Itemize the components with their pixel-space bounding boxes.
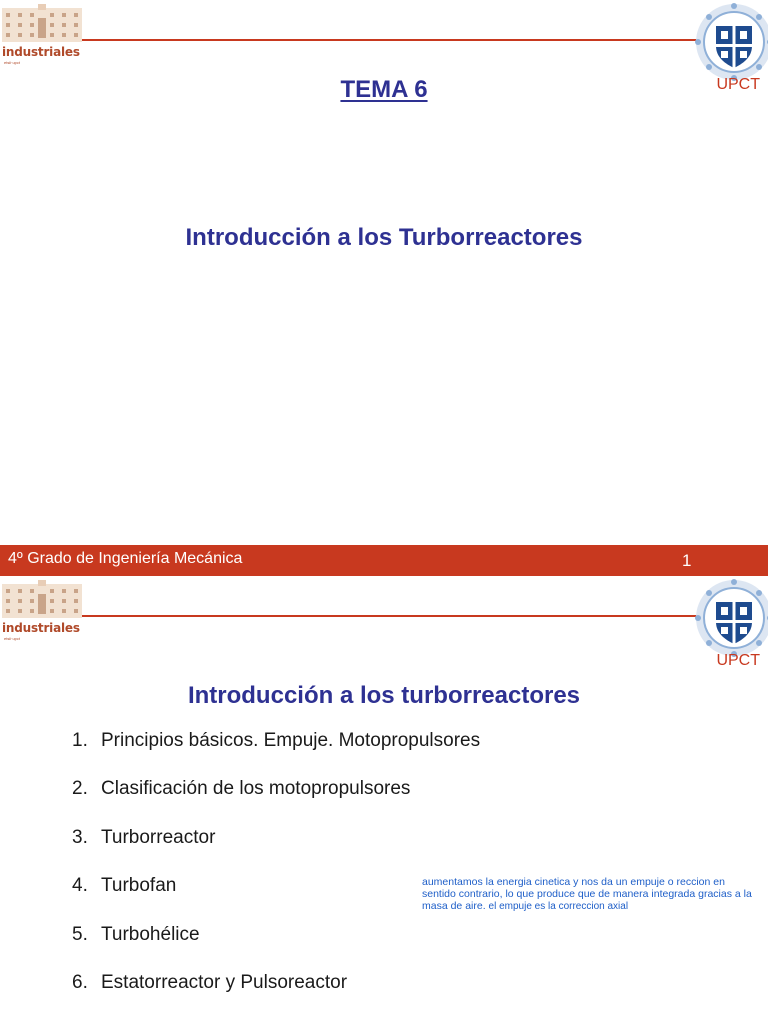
list-item-label: Principios básicos. Empuje. Motopropulsores: [101, 730, 481, 751]
list-item-label: Turbofan: [101, 875, 177, 896]
header-divider: [82, 39, 698, 41]
list-item: [72, 778, 410, 800]
list-item-number: 2.: [72, 778, 88, 799]
slide-heading-text: TEMA 6: [340, 76, 428, 103]
list-item: [72, 924, 200, 946]
list-item-number: 5.: [72, 924, 88, 945]
upct-seal: [694, 2, 768, 82]
list-item-number: 4.: [72, 875, 88, 896]
list-item-label: Estatorreactor y Pulsoreactor: [101, 972, 348, 993]
annotation-main-text: aumentamos la energia cinetica y nos da un empuje o reccion en sentido contrario, lo que produce que de manera integrada gracias a la masa de aire.: [422, 876, 752, 912]
list-item-number: 6.: [72, 972, 88, 993]
upct-seal: [694, 578, 768, 658]
upct-label: UPCT: [716, 76, 760, 93]
list-item: [72, 730, 480, 752]
slide-subtitle: Introducción a los Turborreactores: [185, 224, 583, 251]
logo-subtext: etsii·upct: [4, 636, 21, 641]
list-item-label: Clasificación de los motopropulsores: [101, 778, 411, 799]
list-item: [72, 827, 215, 849]
slide-2: [0, 576, 768, 1024]
list-item-label: Turbohélice: [101, 924, 200, 945]
industriales-logo: [0, 580, 84, 641]
building-logo-icon: [2, 580, 82, 620]
list-item-number: 3.: [72, 827, 88, 848]
slide-heading: [0, 76, 768, 104]
building-logo-icon: [2, 4, 82, 44]
university-seal-icon: [694, 578, 768, 658]
footer-course-label: 4º Grado de Ingeniería Mecánica: [8, 550, 243, 567]
footer-page-number: 1: [682, 551, 692, 570]
annotation-note: [422, 876, 758, 913]
logo-subtext: etsii·upct: [4, 60, 21, 65]
logo-text: industriales: [2, 45, 80, 59]
list-item-number: 1.: [72, 730, 88, 751]
footer-bar: [0, 545, 768, 576]
list-item-label: Turborreactor: [101, 827, 216, 848]
annotation-extra-text: el empuje es la correccion axial: [488, 901, 629, 912]
logo-text: industriales: [2, 621, 80, 635]
university-seal-icon: [694, 2, 768, 82]
upct-label: UPCT: [716, 652, 760, 669]
industriales-logo: [0, 4, 84, 65]
header-divider: [82, 615, 698, 617]
list-item: [72, 875, 176, 897]
list-item: [72, 972, 347, 994]
slide-title: Introducción a los turborreactores: [187, 682, 581, 709]
